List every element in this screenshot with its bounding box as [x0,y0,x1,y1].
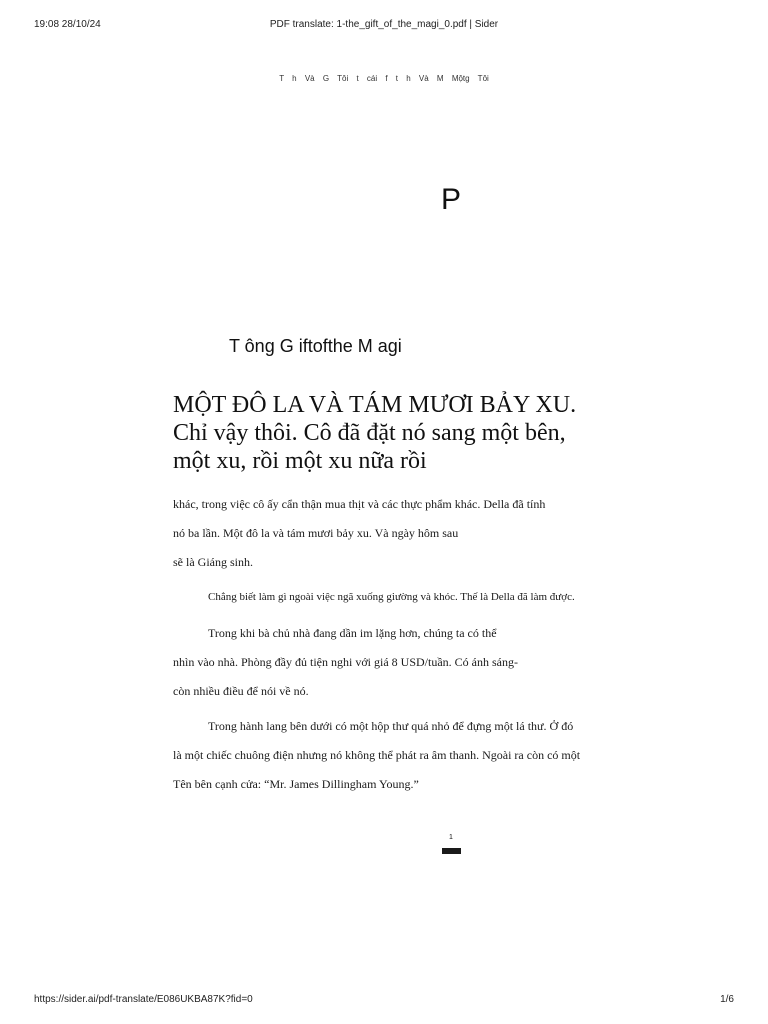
print-header [0,0,768,40]
print-url: https://sider.ai/pdf-translate/E086UKBA87K?fid=0 [34,994,253,1005]
paragraph [173,490,613,577]
paragraph-line: còn nhiều điều để nói về nó. [173,684,309,698]
page-number: 1 [449,834,453,841]
document-headline [173,391,633,475]
paragraph-line: Tên bên cạnh cửa: “Mr. James Dillingham Young.” [173,777,419,791]
paragraph-line: sẽ là Giáng sinh. [173,555,253,569]
headline-line: MỘT ĐÔ LA VÀ TÁM MƯƠI BẢY XU. [173,392,577,418]
drop-letter: P [441,183,462,216]
paragraph-line: là một chiếc chuông điện nhưng nó không thể phát ra âm thanh. Ngoài ra còn có một [173,748,581,762]
print-datetime: 19:08 28/10/24 [34,19,101,30]
print-footer [0,994,768,1014]
paragraph-line: Chẳng biết làm gì ngoài việc ngã xuống giường và khóc. Thế là Della đã làm được. [208,591,575,603]
paragraph-line: Trong hành lang bên dưới có một hộp thư quá nhỏ để đựng một lá thư. Ở đó [208,719,574,733]
paragraph-line: Trong khi bà chủ nhà đang dần im lặng hơn, chúng ta có thể [208,626,497,640]
headline-line: Chỉ vậy thôi. Cô đã đặt nó sang một bên, [173,420,566,446]
print-page-count: 1/6 [720,994,734,1005]
paragraph-line: nhìn vào nhà. Phòng đầy đủ tiện nghi với giá 8 USD/tuần. Có ánh sáng- [173,655,518,669]
paragraph [173,619,613,706]
paragraph-line: khác, trong việc cô ấy cẩn thận mua thịt và các thực phẩm khác. Della đã tính [173,497,546,511]
headline-line: một xu, rồi một xu nữa rồi [173,448,427,474]
paragraph-line: nó ba lần. Một đô la và tám mươi bảy xu. Và ngày hôm sau [173,526,459,540]
print-page-title: PDF translate: 1-the_gift_of_the_magi_0.pdf | Sider [269,19,499,30]
document-subtitle: T ông G iftofthe M agi [229,336,402,356]
document-running-header: T h Và G Tôi t cái f t h Và M Mộtg Tôi [279,74,489,83]
paragraph [173,583,613,612]
paragraph [173,712,613,799]
page-marker-bar [442,848,461,854]
